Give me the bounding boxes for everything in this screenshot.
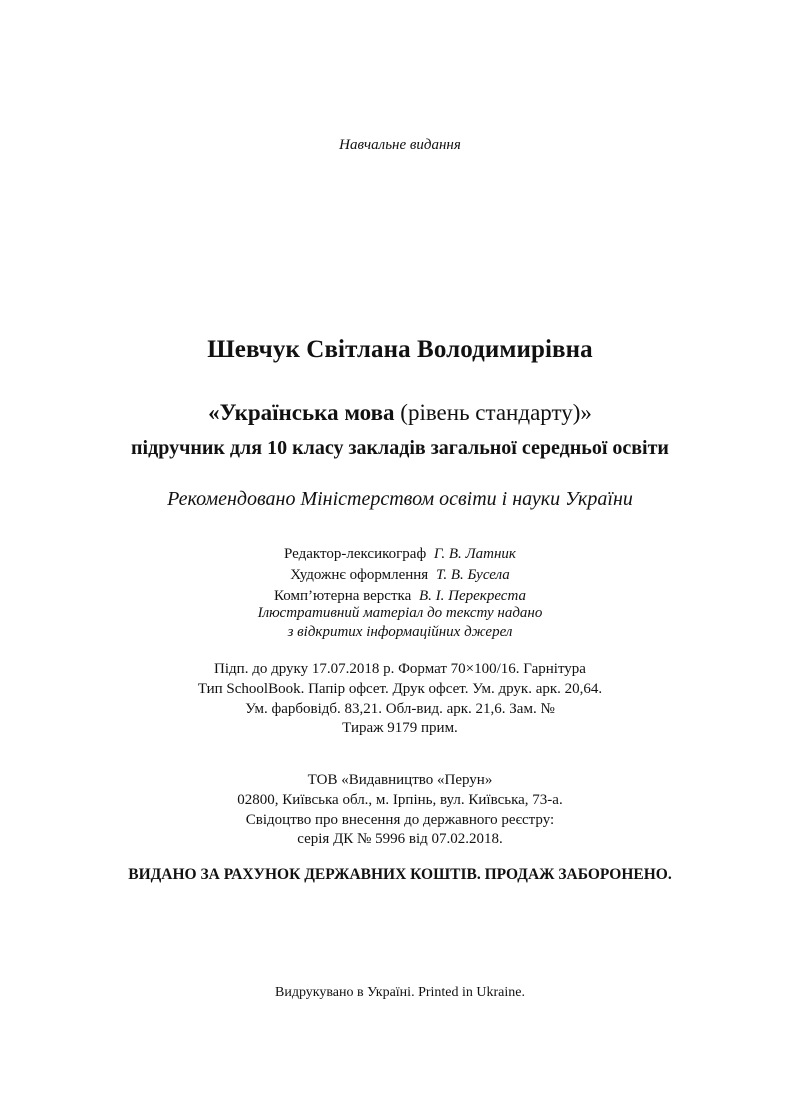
credit-editor (0, 546, 800, 563)
credit-artist-name: Т. В. Бусела (435, 567, 510, 583)
publisher-name: ТОВ «Видавництво «Перун» (307, 772, 493, 788)
credit-artist-role: Художнє оформлення (290, 567, 429, 583)
publisher-certificate-line1: Свідоцтво про внесення до державного реєстру: (245, 812, 555, 828)
book-title-main: «Українська мова (208, 400, 395, 425)
series-label: Навчальне видання (339, 137, 461, 153)
book-subtitle: підручник для 10 класу закладів загальної середньої освіти (131, 437, 669, 459)
credit-layout (0, 588, 800, 605)
recommendation-note: Рекомендовано Міністерством освіти і науки України (167, 488, 633, 510)
credit-layout-role: Комп’ютерна верстка (274, 588, 412, 604)
credit-layout-name: В. І. Перекреста (419, 588, 526, 604)
illustrations-note-line2: з відкритих інформаційних джерел (287, 624, 513, 640)
author-name: Шевчук Світлана Володимирівна (207, 336, 593, 363)
print-info-line1: Підп. до друку 17.07.2018 р. Формат 70×100/16. Гарнітура (214, 661, 586, 677)
book-title (0, 400, 800, 426)
print-info-line4: Тираж 9179 прим. (342, 720, 458, 736)
book-title-level: (рівень стандарту)» (394, 400, 592, 425)
credit-artist (0, 567, 800, 584)
printed-in-note: Видрукувано в Україні. Printed in Ukraine. (274, 985, 525, 1000)
publisher-address: 02800, Київська обл., м. Ірпінь, вул. Київська, 73-а. (237, 792, 563, 808)
state-funded-notice: ВИДАНО ЗА РАХУНОК ДЕРЖАВНИХ КОШТІВ. ПРОДАЖ ЗАБОРОНЕНО. (128, 866, 672, 883)
print-info-line3: Ум. фарбовідб. 83,21. Обл-вид. арк. 21,6. Зам. № (245, 701, 555, 717)
illustrations-note-line1: Ілюстративний матеріал до тексту надано (257, 605, 543, 621)
credit-editor-name: Г. В. Латник (433, 546, 516, 562)
credit-editor-role: Редактор-лексикограф (284, 546, 427, 562)
publisher-certificate-line2: серія ДК № 5996 від 07.02.2018. (297, 831, 503, 847)
print-info-line2: Тип SchoolBook. Папір офсет. Друк офсет. Ум. друк. арк. 20,64. (197, 681, 603, 697)
